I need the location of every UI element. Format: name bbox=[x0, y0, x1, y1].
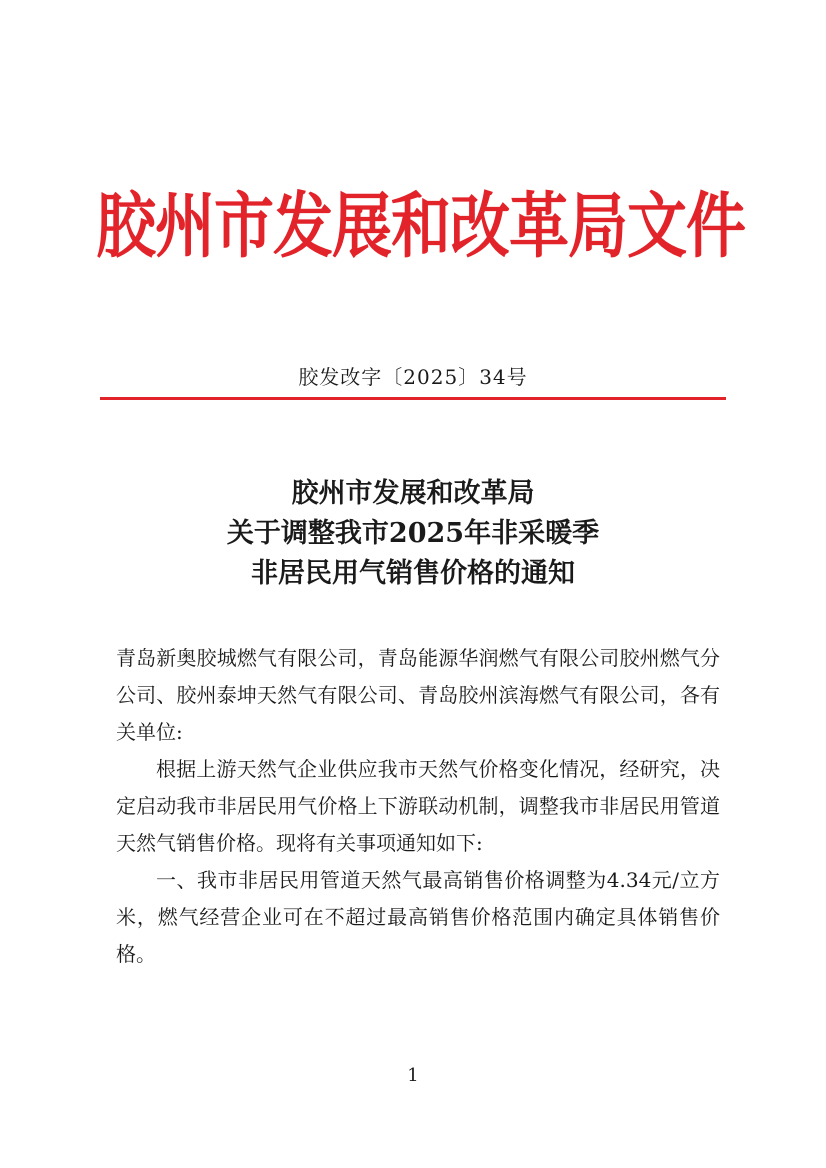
document-number: 胶发改字〔2025〕34号 bbox=[298, 365, 528, 389]
addressee: 青岛新奥胶城燃气有限公司，青岛能源华润燃气有限公司胶州燃气分公司、胶州泰坤天然气有限公司、青岛胶州滨海燃气有限公司，各有关单位: bbox=[116, 646, 720, 744]
red-divider-line bbox=[100, 397, 726, 400]
issuer-banner: 胶州市发展和改革局文件 bbox=[96, 185, 745, 269]
title-line-2: 关于调整我市2025年非采暖季 bbox=[226, 518, 600, 549]
document-title bbox=[100, 474, 726, 594]
title-line-3: 非居民用气销售价格的通知 bbox=[251, 558, 575, 589]
title-line-1: 胶州市发展和改革局 bbox=[291, 478, 535, 509]
document-body bbox=[116, 640, 720, 973]
page-number: 1 bbox=[407, 1065, 419, 1086]
paragraph-item-1: 一、我市非居民用管道天然气最高销售价格调整为4.34元/立方米，燃气经营企业可在不超过最高销售价格范围内确定具体销售价格。 bbox=[116, 868, 720, 966]
paragraph-intro: 根据上游天然气企业供应我市天然气价格变化情况，经研究，决定启动我市非居民用气价格上下游联动机制，调整我市非居民用管道天然气销售价格。现将有关事项通知如下: bbox=[116, 757, 720, 855]
